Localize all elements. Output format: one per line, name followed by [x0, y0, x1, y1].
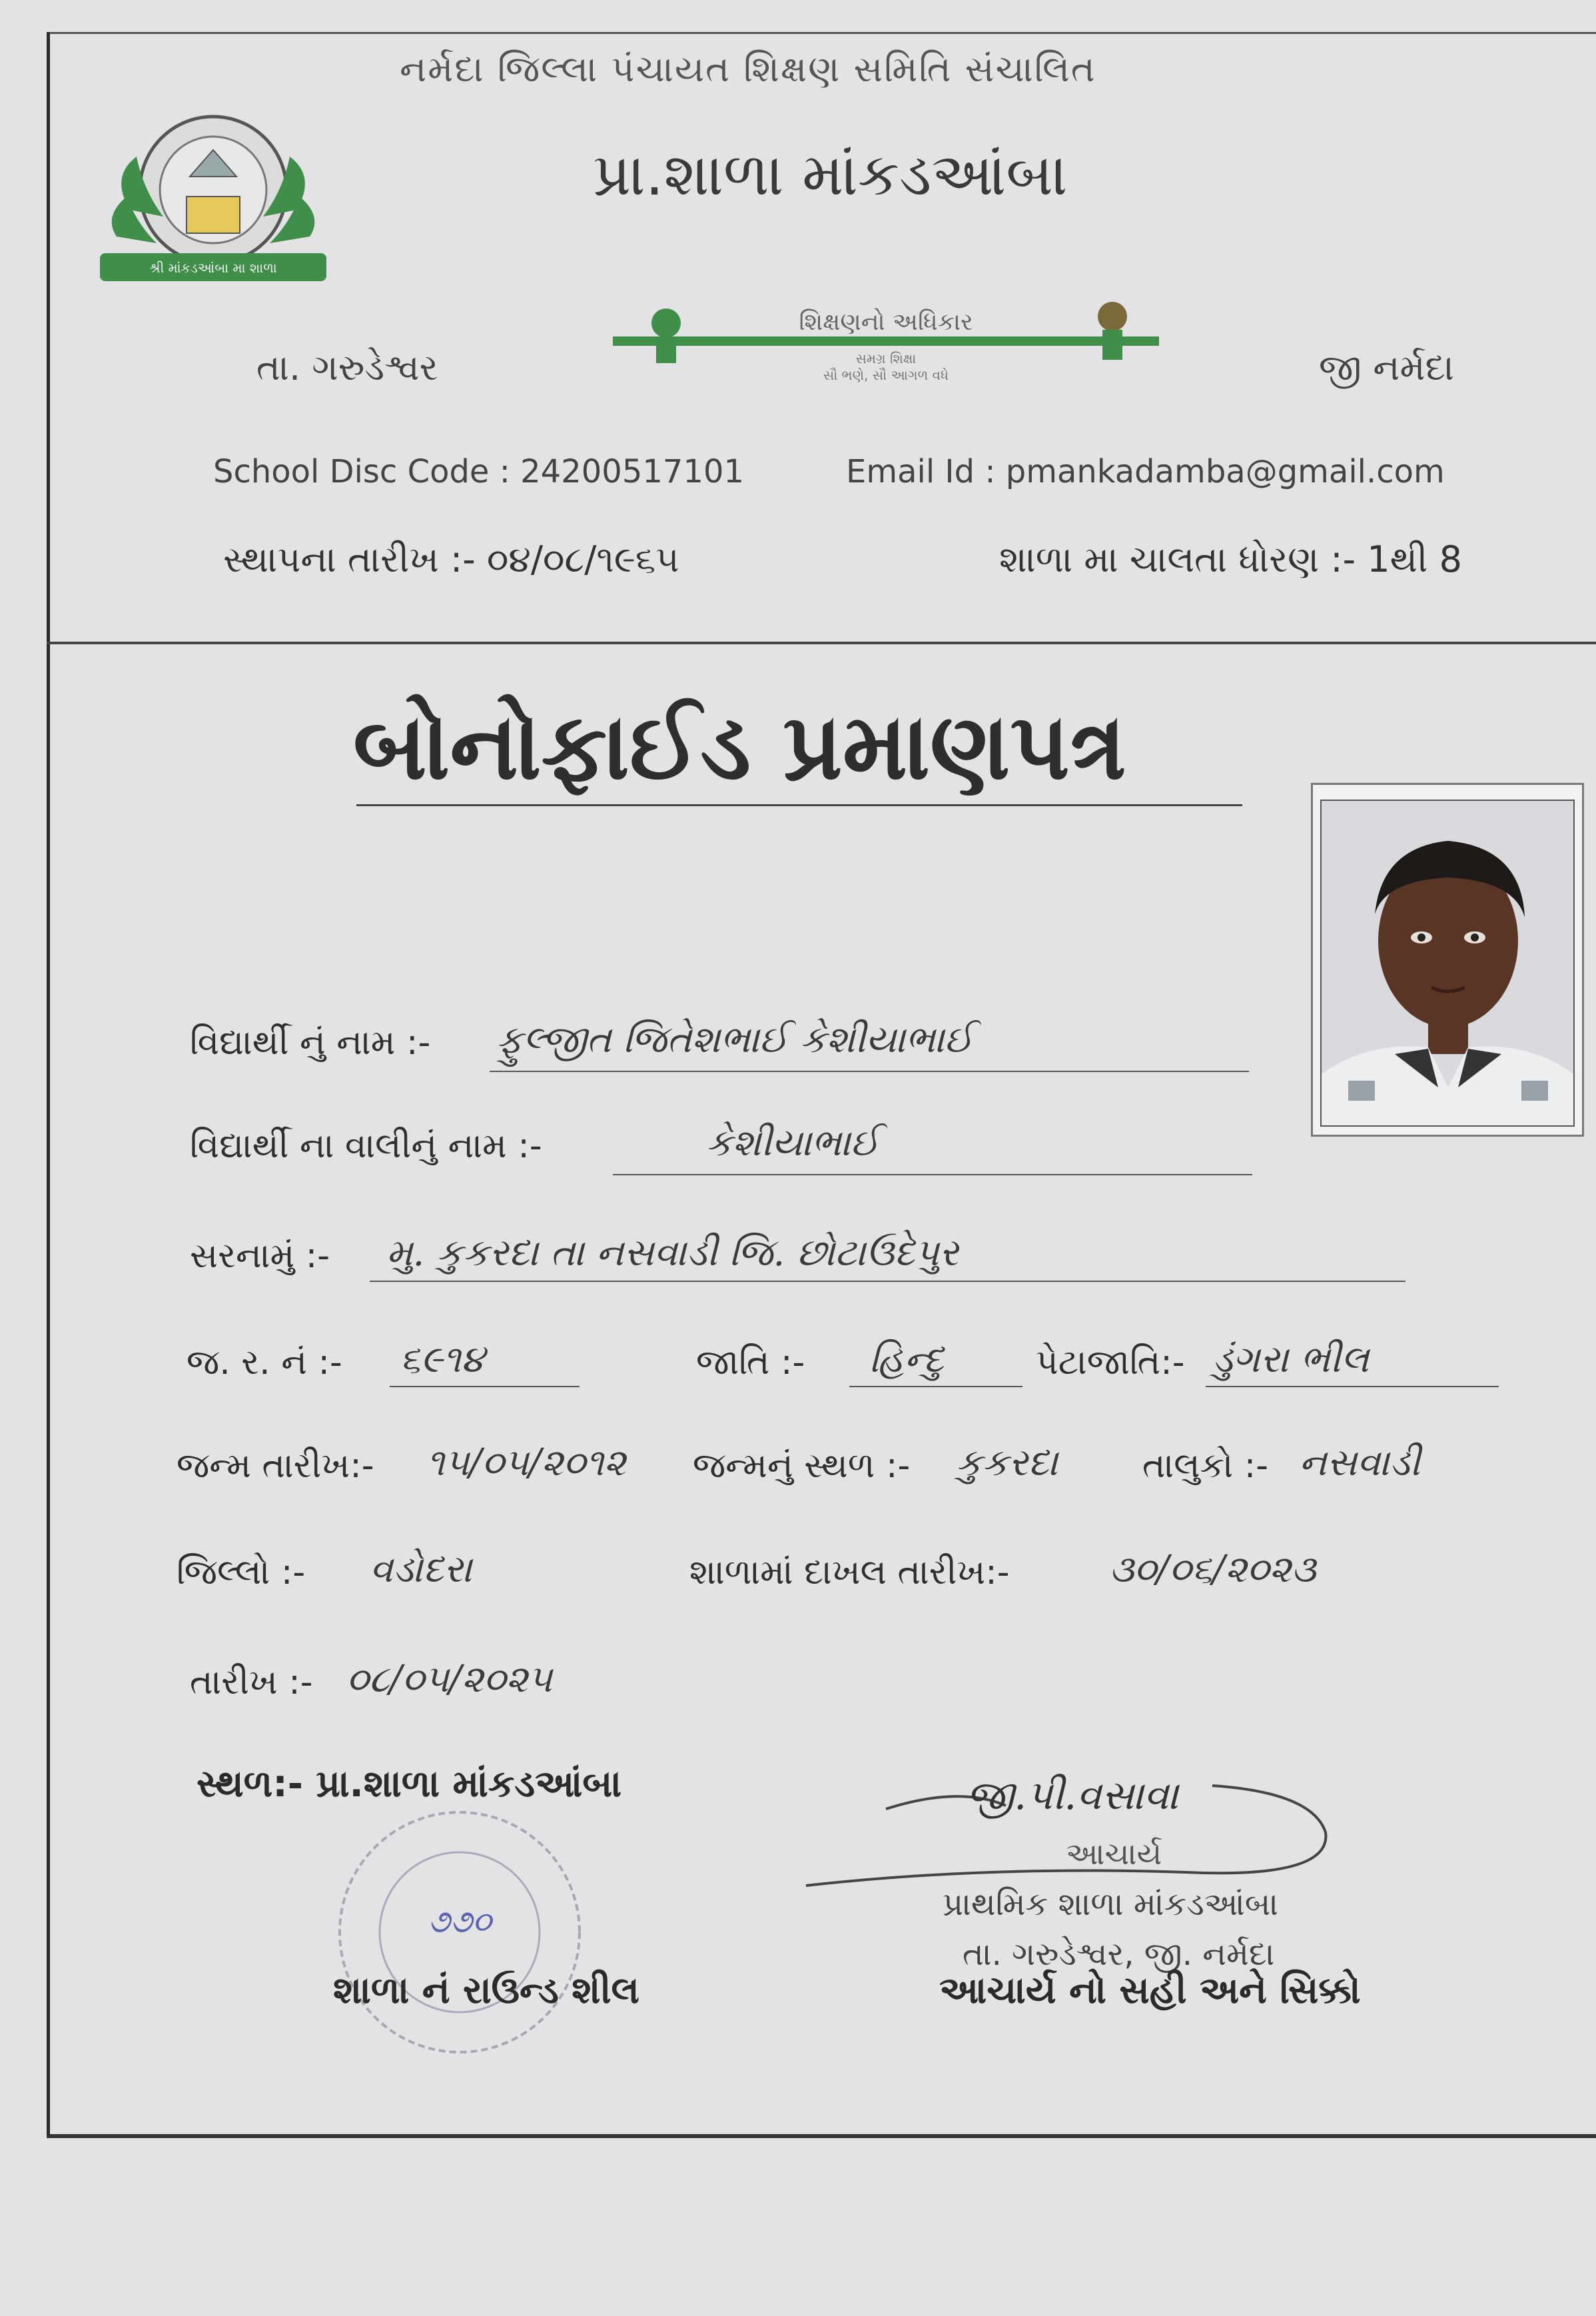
banner-text: શિક્ષણનો અધિકાર: [799, 308, 973, 336]
left-border: [47, 32, 50, 2137]
subcaste-underline: [1206, 1386, 1499, 1387]
sign-label: આચાર્ય નો સહી અને સિક્કો: [939, 1969, 1361, 2012]
taluka-label: તાલુકો :-: [1142, 1446, 1269, 1486]
dob-value: ૧૫/૦૫/૨૦૧૨: [426, 1441, 626, 1484]
date-value: ૦૮/૦૫/૨૦૨૫: [346, 1658, 552, 1701]
caste-underline: [849, 1386, 1022, 1387]
gr-no-label: જ. ર. નં :-: [187, 1343, 342, 1383]
committee-line: નર્મદા જિલ્લા પંચાયત શિક્ષણ સમિતિ સંચાલિત: [400, 48, 1096, 90]
top-border: [47, 32, 1596, 34]
subcaste-value: ડુંગરા ભીલ: [1212, 1338, 1370, 1381]
header-divider: [47, 642, 1596, 644]
header-district: જી નર્મદા: [1319, 346, 1454, 388]
admission-label: શાળામાં દાખલ તારીખ:-: [689, 1552, 1010, 1592]
dob-label: જન્મ તારીખ:-: [177, 1446, 374, 1486]
address-value: મુ. કુકરદા તા નસવાડી જિ. છોટાઉદેપુર: [386, 1231, 959, 1275]
taluka-value: નસવાડી: [1299, 1441, 1421, 1484]
place-label: સ્થળ:- પ્રા.શાળા માંકડઆંબા: [197, 1762, 622, 1806]
student-portrait-image: [1322, 801, 1573, 1125]
round-seal: [320, 1799, 599, 2065]
certificate-title: બોનોફાઈડ પ્રમાણપત્ર: [353, 693, 1126, 800]
standards-offered: શાળા મા ચાલતા ધોરણ :- 1થી 8: [999, 538, 1463, 580]
address-label: સરનામું :-: [190, 1236, 330, 1276]
school-name: પ્રા.શાળા માંકડઆંબા: [593, 140, 1068, 209]
signature-script: જી.પી.વસાવા: [966, 1772, 1179, 1819]
district-label: જિલ્લો :-: [177, 1552, 306, 1592]
school-email: Email Id : pmankadamba@gmail.com: [846, 453, 1445, 490]
header-taluka: તા. ગરુડેશ્વર: [256, 346, 438, 388]
rte-banner: [593, 287, 1179, 396]
student-name-label: વિદ્યાર્થી નું નામ :-: [190, 1023, 431, 1063]
address-underline: [370, 1281, 1405, 1282]
banner-subtext-1: સમગ્ર શિક્ષા: [855, 350, 917, 366]
bottom-border: [47, 2134, 1596, 2138]
district-value: વડોદરા: [370, 1548, 472, 1591]
disc-code: School Disc Code : 24200517101: [213, 453, 745, 490]
caste-value: હિન્દુ: [869, 1338, 944, 1381]
caste-label: જાતિ :-: [696, 1343, 805, 1383]
seal-label: શાળા નં રાઉન્ડ શીલ: [333, 1969, 639, 2012]
date-label: તારીખ :-: [190, 1662, 313, 1702]
student-photo: [1320, 800, 1575, 1127]
gr-no-value: ૬૯૧૪: [400, 1338, 484, 1381]
title-underline: [356, 804, 1242, 806]
stamp-title: આચાર્ય: [1066, 1836, 1162, 1872]
stamp-address: તા. ગરુડેશ્વર, જી. નર્મદા: [963, 1936, 1275, 1973]
subcaste-label: પેટાજાતિ:-: [1036, 1343, 1185, 1383]
student-name-underline: [490, 1071, 1249, 1072]
admission-value: ૩૦/૦૬/૨૦૨૩: [1109, 1548, 1316, 1591]
student-name-value: ફુલ્જીત જિતેશભાઈ કેશીયાભાઈ: [496, 1018, 974, 1061]
birthplace-value: કુકરદા: [956, 1441, 1058, 1484]
gr-no-underline: [390, 1386, 580, 1387]
logo-caption: શ્રી માંકડઆંબા મા શાળા: [149, 260, 277, 276]
seal-number: ૭૭૦: [428, 1903, 492, 1940]
guardian-name-value: કેશીયાભાઈ: [706, 1121, 880, 1165]
stamp-school: પ્રાથમિક શાળા માંકડઆંબા: [943, 1886, 1279, 1923]
established-date: સ્થાપના તારીખ :- ૦૪/૦૮/૧૯૬૫: [223, 538, 679, 580]
birthplace-label: જન્મનું સ્થળ :-: [693, 1446, 911, 1486]
banner-subtext-2: સૌ ભણે, સૌ આગળ વધે: [823, 367, 949, 383]
guardian-name-underline: [613, 1174, 1252, 1175]
guardian-name-label: વિદ્યાર્થી ના વાલીનું નામ :-: [190, 1126, 542, 1166]
school-logo: [90, 83, 336, 310]
